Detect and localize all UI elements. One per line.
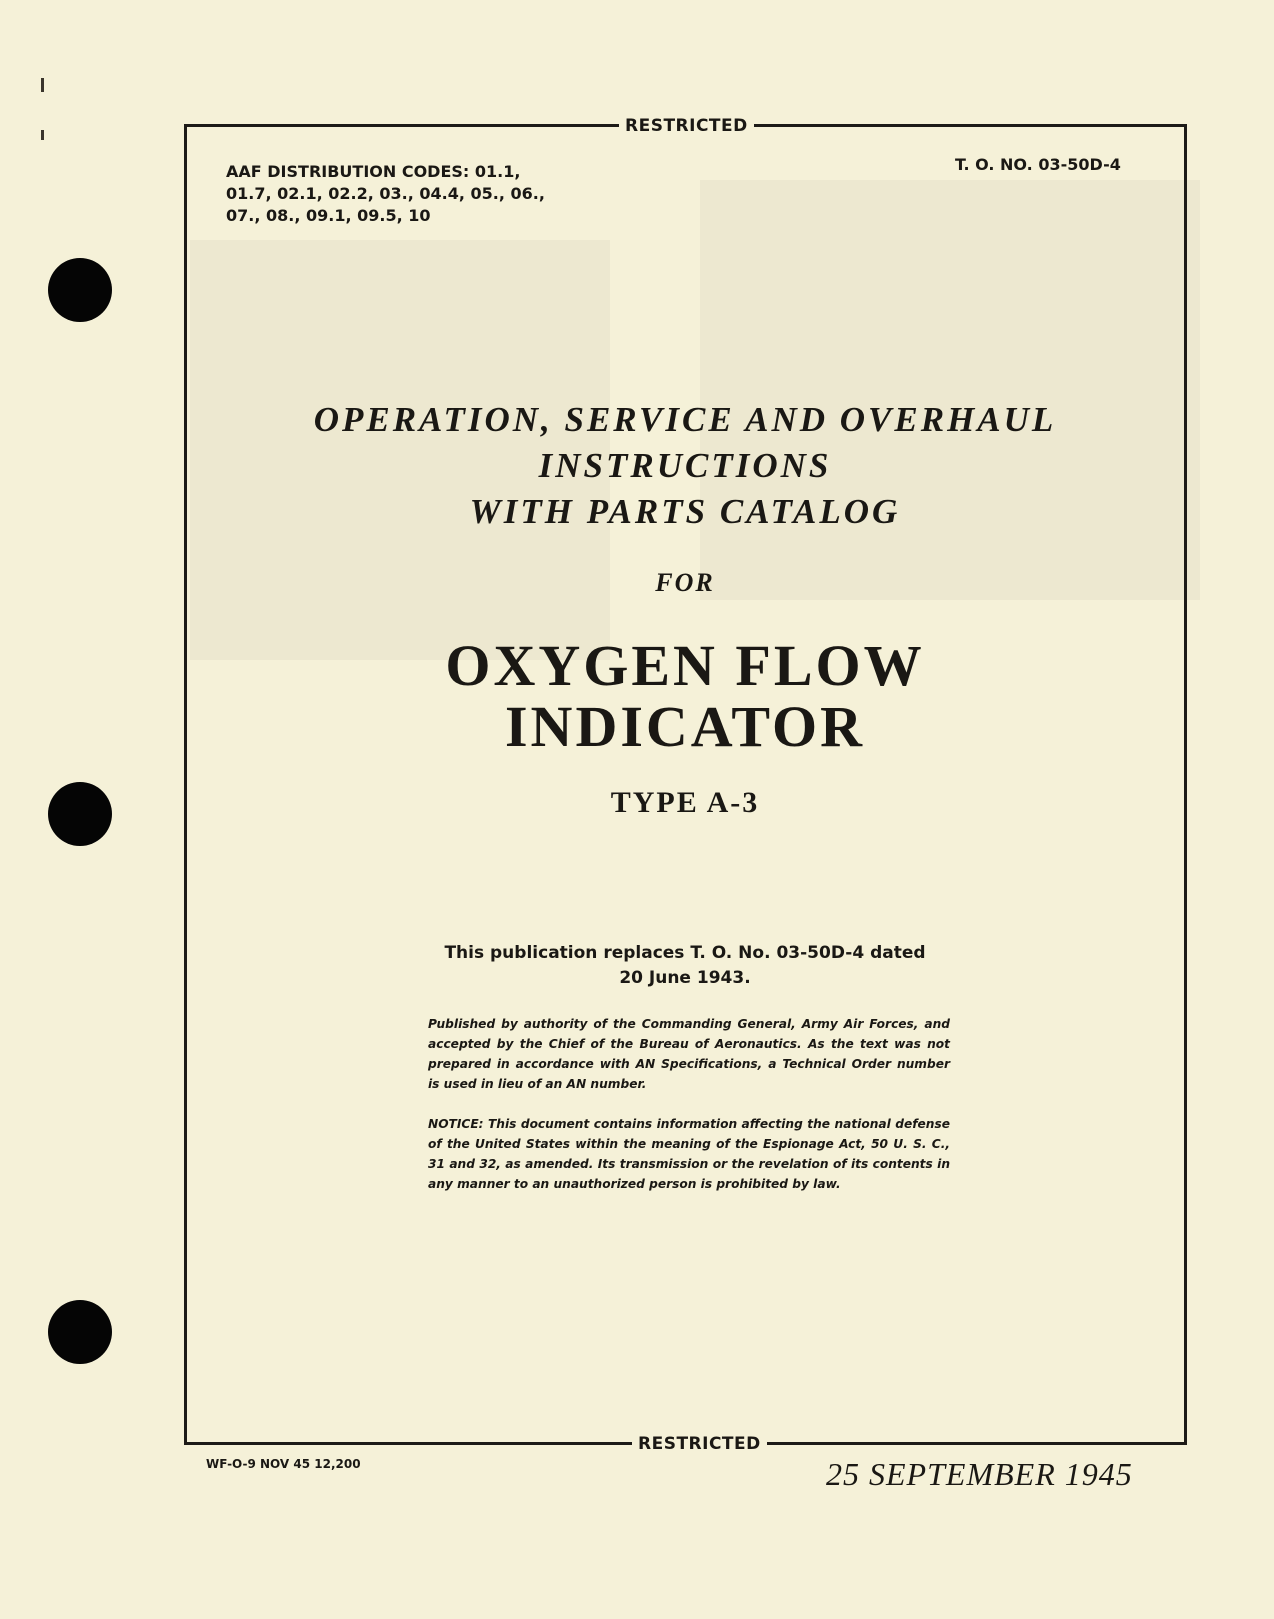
replaces-line-2: 20 June 1943. [619,968,751,988]
classification-bottom: RESTRICTED [632,1434,767,1454]
type-designation: TYPE A-3 [610,786,760,819]
publication-date: 25 SEPTEMBER 1945 [826,1456,1133,1492]
title-line-1: OPERATION, SERVICE AND OVERHAUL [313,400,1057,439]
margin-mark [41,78,44,92]
replaces-line-1: This publication replaces T. O. No. 03-50D-4 dated [444,943,926,963]
technical-order-number: T. O. NO. 03-50D-4 [955,155,1121,174]
binder-hole [48,1300,112,1364]
classification-top: RESTRICTED [619,116,754,136]
title-line-2: INSTRUCTIONS [538,446,832,485]
title-line-3: WITH PARTS CATALOG [469,492,901,531]
margin-mark [41,130,44,140]
authority-paragraph: Published by authority of the Commanding General, Army Air Forces, and accepted by the Chief of the Bureau of Aeronautics. As the text was not prepared in accordance with AN Specifications, a Technical Order number is used in lieu of an AN number. [428,1017,950,1091]
page-border [184,124,1187,1445]
binder-hole [48,258,112,322]
notice-paragraph: NOTICE: This document contains information affecting the national defense of the United States within the meaning of the Espionage Act, 50 U. S. C., 31 and 32, as amended. Its transmission or the revelation of its contents in any manner to an unauthorized person is prohibited by law. [428,1117,950,1191]
title-for: FOR [655,568,715,597]
binder-hole [48,782,112,846]
print-code: WF-O-9 NOV 45 12,200 [206,1457,361,1471]
main-title-line-1: OXYGEN FLOW [445,633,925,698]
main-title-line-2: INDICATOR [504,694,866,759]
distribution-codes: AAF DISTRIBUTION CODES: 01.1, 01.7, 02.1, 02.2, 03., 04.4, 05., 06., 07., 08., 09.1, 09.5, 10 [226,162,545,225]
replaces-notice [200,941,1170,991]
